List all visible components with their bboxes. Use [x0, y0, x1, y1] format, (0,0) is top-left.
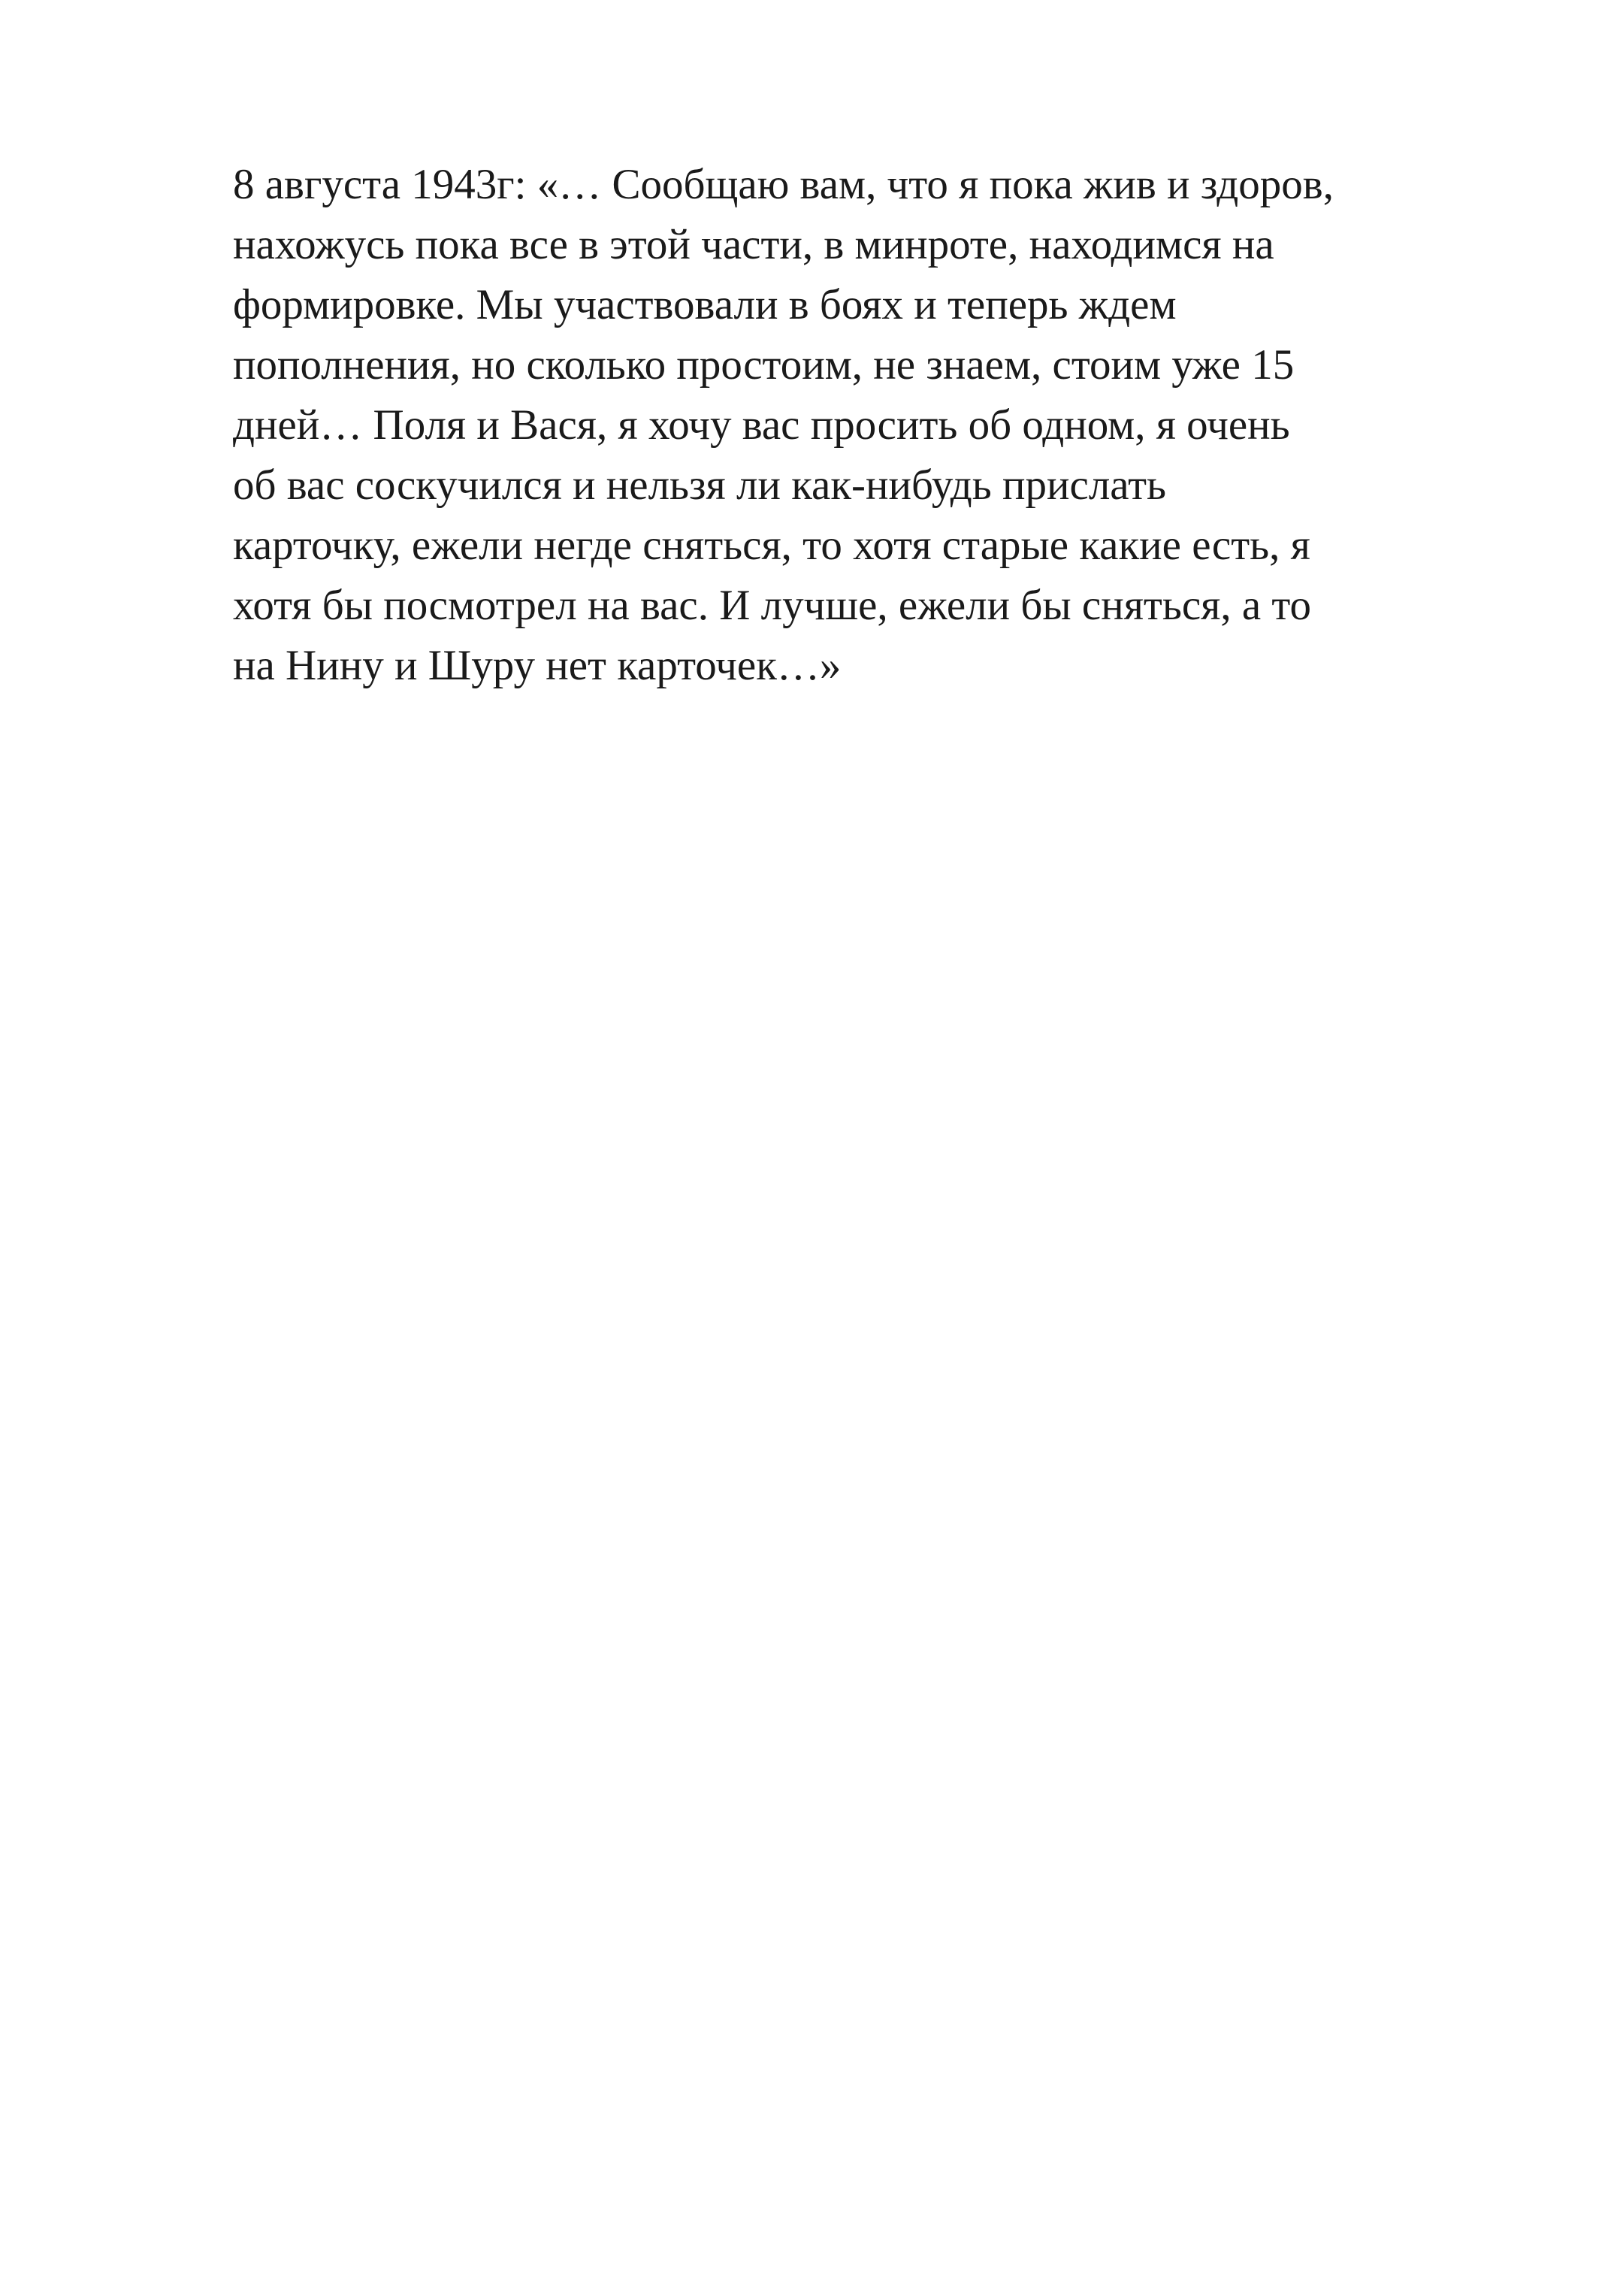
text-line: хотя бы посмотрел на вас. И лучше, ежели бы сняться, а то	[233, 582, 1312, 629]
text-line: карточку, ежели негде сняться, то хотя старые какие есть, я	[233, 522, 1310, 569]
text-line: об вас соскучился и нельзя ли как-нибудь прислать	[233, 461, 1167, 509]
letter-excerpt-paragraph	[233, 155, 1585, 696]
text-line: на Нину и Шуру нет карточек…»	[233, 642, 842, 689]
text-line: дней… Поля и Вася, я хочу вас просить об одном, я очень	[233, 401, 1290, 449]
text-line: формировке. Мы участвовали в боях и теперь ждем	[233, 281, 1177, 328]
text-line: пополнения, но сколько простоим, не знаем, стоим уже 15	[233, 341, 1295, 389]
text-line: нахожусь пока все в этой части, в минроте, находимся на	[233, 221, 1274, 268]
text-line: 8 августа 1943г: «… Сообщаю вам, что я пока жив и здоров,	[233, 161, 1334, 208]
